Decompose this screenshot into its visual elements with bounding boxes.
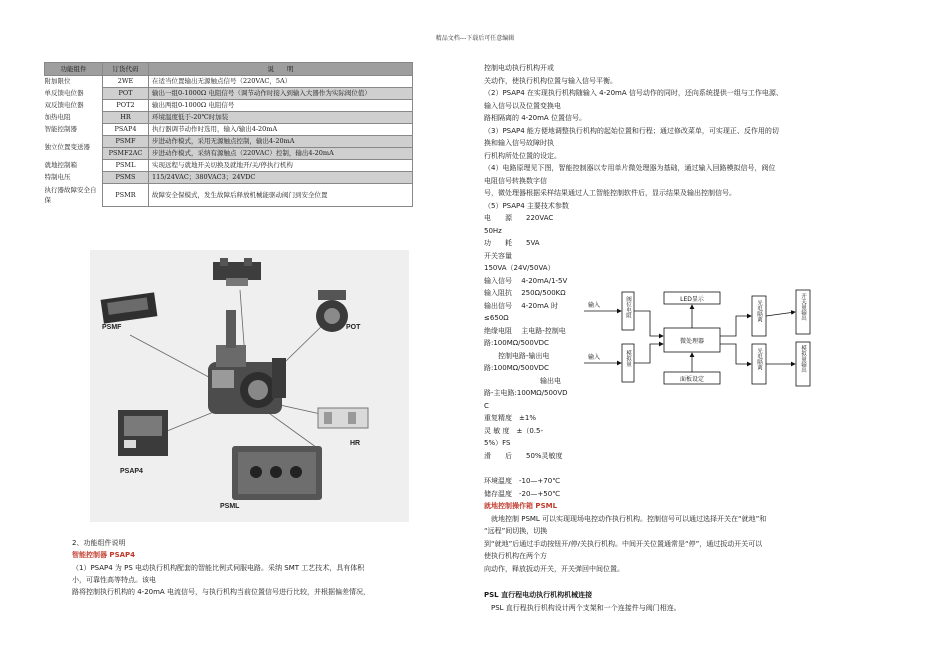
cell-desc: 115/24VAC；380VAC3；24VDC [149, 172, 413, 184]
panel-label: 面板设定 [679, 376, 705, 383]
input-label-2: 输入 [588, 354, 601, 361]
param-line: 5%）FS [484, 439, 511, 447]
param-line: 路:100MΩ/500VDC [484, 339, 549, 347]
label-psmf: PSMF [102, 324, 122, 331]
cell-name: 单反馈电位器 [45, 88, 103, 100]
param-line: 绝缘电阻 主电路-控制电 [484, 326, 566, 335]
body-line: 向动作，释放扳动开关，开关弹回中间位置。 [484, 564, 624, 573]
psl-heading: PSL 直行程电动执行机构机械连接 [484, 591, 593, 599]
param-line: 输出电 [484, 376, 561, 385]
cell-name: 独立位置变送器 [45, 136, 103, 160]
env-line: 环境温度 -10—+70℃ [484, 477, 561, 485]
body-line: 小，可靠性高等特点。该电 [72, 576, 156, 584]
env-line: 储存温度 -20—+50℃ [484, 489, 561, 498]
psml-heading: 就地控制操作箱 PSML [484, 502, 558, 510]
cell-code: 2WE [103, 76, 149, 88]
table-row [45, 76, 413, 88]
actuator-components-illustration [90, 250, 409, 522]
table-row [45, 100, 413, 112]
param-line: 滑 后 50%灵敏度 [484, 451, 563, 460]
body-line: （1）PSAP4 为 PS 电动执行机构配套的智能比例式伺服电路。采纳 SMT 工艺技术，具有体积 [72, 564, 365, 572]
cell-name: 附加限位 [45, 76, 103, 88]
cell-name: 就地控制箱 [45, 160, 103, 172]
label-hr: HR [350, 440, 361, 447]
switch-output-label: 开关量输出 [800, 293, 806, 321]
param-line: 重复精度 ±1% [484, 414, 536, 422]
param-line: 150VA（24V/50VA） [484, 264, 555, 272]
cell-name: 双反馈电位器 [45, 100, 103, 112]
isolator-label-1: 光电隔离 [756, 300, 762, 322]
cell-code: PSML [103, 160, 149, 172]
led-label: LED显示 [680, 296, 704, 303]
cell-code: HR [103, 112, 149, 124]
table-row [45, 88, 413, 100]
param-line: 功 耗 5VA [484, 239, 540, 247]
input-label-1: 输入 [588, 302, 601, 309]
cell-desc: 实现远程与就地开关切换及就地开/关/停执行机构 [149, 160, 413, 172]
cell-name: 特制电压 [45, 172, 103, 184]
table-row [45, 124, 413, 136]
body-line: 路相隔离的 4-20mA 位置信号。 [484, 114, 586, 122]
param-line: ≤650Ω [484, 314, 509, 322]
cell-name: 加热电阻 [45, 112, 103, 124]
table-header-row [45, 63, 413, 76]
param-line: 输入信号 4-20mA/1-5V [484, 276, 568, 285]
col-header-desc: 说 明 [149, 63, 413, 76]
function-components-table [44, 62, 413, 207]
page-header: 精品文档---下载后可任意编辑 [435, 35, 515, 42]
cell-name: 智能控制器 [45, 124, 103, 136]
cell-desc: 环境温度低于-20℃时加装 [149, 112, 413, 124]
label-psap4: PSAP4 [120, 468, 143, 475]
param-line: C [484, 401, 489, 410]
body-line: （4）电路原理见下图，智能控制器以专用单片微处理器为基础，通过输入回路模拟信号，阀位 [484, 164, 776, 172]
psap4-heading: 智能控制器 PSAP4 [72, 551, 136, 559]
table-row [45, 160, 413, 172]
section-title: 2、功能组件说明 [72, 539, 126, 547]
body-line: 到“就地”后通过手动按钮开/停/关执行机构。中间开关位置通常是“停”，通过扳动开关可以 [484, 539, 763, 548]
col-header-component: 功能组件 [45, 63, 103, 76]
body-line: 电阻信号转换数字信 [484, 176, 547, 185]
isolator-label-2: 光电隔离 [756, 348, 762, 370]
pot-component [316, 290, 348, 332]
label-pot: POT [346, 324, 361, 331]
label-psml: PSML [220, 503, 240, 510]
param-line: 控制电路-输出电 [484, 351, 550, 360]
param-line: 灵 敏 度 ±（0.5- [484, 426, 543, 435]
cpu-label: 微处理器 [679, 338, 705, 345]
cell-code: POT2 [103, 100, 149, 112]
psmf-board [101, 292, 158, 323]
psap4-board [118, 410, 168, 456]
hr-heater [318, 408, 368, 428]
body-line: 输入信号以及位置变换电 [484, 101, 561, 110]
param-line: 开关容量 [484, 251, 512, 260]
body-line: 关动作，使执行机构位置与输入信号平衡。 [484, 76, 617, 85]
center-actuator [208, 310, 286, 414]
body-line: 号，微处理器根据采样结果通过人工智能控制软件后，显示结果及输出控制信号。 [484, 189, 736, 197]
cell-code: PSMR [103, 184, 149, 207]
cell-name: 执行器故障安全自保 [45, 184, 103, 207]
param-line: 路:100MΩ/500VDC [484, 364, 549, 372]
valve-resistor-label: 阀位电阻 [625, 296, 631, 318]
body-line: “远程”间切换，切换 [484, 527, 548, 535]
cell-code: PSMS [103, 172, 149, 184]
body-line: 换和输入信号故障时执 [484, 139, 554, 147]
body-line: PSL 直行程执行机构设计两个支架和一个连接件与阀门相连。 [484, 603, 681, 612]
analog-label: 模拟量 [625, 350, 631, 367]
body-line: 就地控制 PSML 可以实现现场电控动作执行机构。控制信号可以通过选择开关在“就地”和 [484, 514, 767, 523]
psml-box [232, 446, 322, 500]
cell-code: PSAP4 [103, 124, 149, 136]
table-row [45, 184, 413, 207]
param-line: 输出信号 4-20mA 时 [484, 301, 558, 310]
table-row [45, 172, 413, 184]
product-photo [90, 250, 409, 522]
body-line: （2）PSAP4 在实现执行机构随输入 4-20mA 信号动作的同时，还向系统提供一组与工作电源、 [484, 89, 783, 97]
col-header-code: 订货代码 [103, 63, 149, 76]
table-row [45, 136, 413, 148]
cell-code: POT [103, 88, 149, 100]
cell-desc: 执行器调节动作时选用，输入/输出4-20mA [149, 124, 413, 136]
body-line: 使执行机构在两个方 [484, 552, 547, 560]
cell-desc: 输出两组0-1000Ω 电阻信号 [149, 100, 413, 112]
cell-desc: 故障安全保模式，发生故障后释放机械能驱动阀门到安全位置 [149, 184, 413, 207]
analog-output-label: 模拟量输出 [800, 345, 806, 373]
limit-switch-component [213, 258, 261, 286]
body-line: 控制电动执行机构开或 [484, 64, 554, 72]
circuit-block-diagram [584, 286, 824, 390]
param-line: 50Hz [484, 226, 502, 235]
body-line: （3）PSAP4 能方便地调整执行机构的起始位置和行程；通过修改菜单，可实现正、反作用的切 [484, 126, 779, 135]
table-row [45, 112, 413, 124]
body-line: 行机构所处位置的设定。 [484, 151, 561, 160]
body-line: 路将控制执行机构的 4-20mA 电流信号，与执行机构当前位置信号进行比较，并根据偏差情况， [72, 588, 370, 596]
cell-desc: 步进动作模式，采用无源触点控制，输出4-20mA [149, 136, 413, 148]
body-line: （5）PSAP4 主要技术参数 [484, 201, 569, 210]
cell-desc: 输出一组0-1000Ω 电阻信号（调节动作时接入到输入大器作为实际阀位值） [149, 88, 413, 100]
param-line: 电 源 220VAC [484, 214, 554, 222]
cell-desc: 在适当位置输出无源触点信号（220VAC，5A） [149, 76, 413, 88]
cell-code: PSMF [103, 136, 149, 148]
param-line: 路-主电路:100MΩ/500VD [484, 389, 568, 397]
cell-code: PSMF2AC [103, 148, 149, 160]
cell-desc: 步进动作模式，采纳有源触点（220VAC）控制，输出4-20mA [149, 148, 413, 160]
param-line: 输入阻抗 250Ω/500KΩ [484, 289, 566, 297]
